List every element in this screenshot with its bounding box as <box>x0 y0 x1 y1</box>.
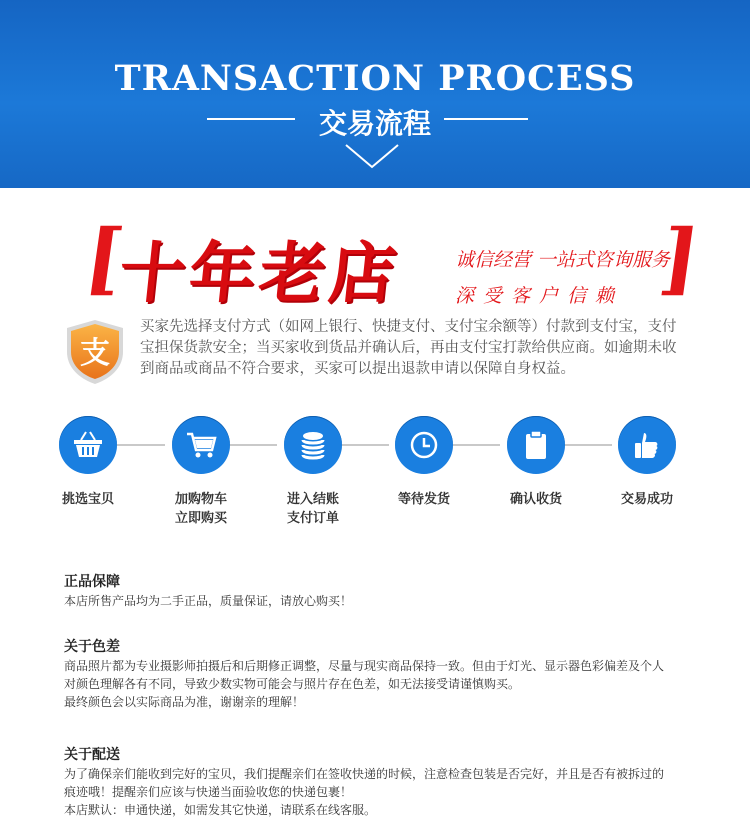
banner-title: TRANSACTION PROCESS <box>114 58 636 99</box>
notice-title: 关于色差 <box>64 639 120 655</box>
step-label: 确认收货 <box>509 492 562 507</box>
step-label: 加购物车 <box>174 492 227 507</box>
step-add-to-cart <box>146 416 256 528</box>
notice-text: 痕迹哦！提醒亲们应该与快递当面验收您的快递包裹！ <box>64 785 353 799</box>
notice-text: 本店默认：申通快递，如需发其它快递，请联系在线客服。 <box>64 803 377 817</box>
clipboard-icon <box>522 429 550 461</box>
step-circle <box>172 416 230 474</box>
step-checkout <box>258 416 368 528</box>
coins-icon <box>297 429 329 461</box>
notice-authentic-guarantee <box>64 572 694 610</box>
step-label-2: 支付订单 <box>286 511 339 526</box>
step-label: 挑选宝贝 <box>61 492 114 507</box>
step-await-shipment <box>369 416 479 509</box>
process-banner <box>0 0 750 188</box>
notice-title: 正品保障 <box>64 574 120 590</box>
chevron-down-icon <box>344 143 400 169</box>
step-transaction-success <box>592 416 702 509</box>
notice-text: 商品照片都为专业摄影师拍摄后和后期修正调整，尽量与现实商品保持一致。但由于灯光、显示器色彩偏差及个人 <box>64 659 665 673</box>
basket-icon <box>72 430 104 460</box>
slogan-main: 十年老店 <box>115 234 404 312</box>
notice-text: 最终颜色会以实际商品为准，谢谢亲的理解！ <box>64 695 305 709</box>
banner-divider-right <box>444 118 528 120</box>
step-circle <box>395 416 453 474</box>
slogan-line-2: 深受客户信赖 <box>455 285 624 307</box>
alipay-description: 买家先选择支付方式（如网上银行、快捷支付、支付宝余额等）付款到支付宝，支付宝担保货款安全；当买家收到货品并确认后，再由支付宝打款给供应商。如逾期未收到商品或商品不符合要求，买家可以提出退款申请以保障自身权益。 <box>140 319 677 377</box>
step-circle <box>507 416 565 474</box>
step-confirm-receipt <box>481 416 591 509</box>
step-circle <box>59 416 117 474</box>
notice-delivery <box>64 745 694 819</box>
step-circle <box>618 416 676 474</box>
cart-icon <box>185 430 217 460</box>
banner-subtitle: 交易流程 <box>318 107 431 140</box>
step-label: 等待发货 <box>397 492 450 507</box>
alipay-shield-icon <box>63 318 127 386</box>
alipay-glyph: 支 <box>80 336 110 371</box>
clock-icon <box>409 430 439 460</box>
slogan-bracket-right: ] <box>654 213 705 304</box>
notice-title: 关于配送 <box>64 747 120 763</box>
thumbs-up-icon <box>631 429 663 461</box>
notice-text: 为了确保亲们能收到完好的宝贝，我们提醒亲们在签收快递的时候，注意检查包装是否完好，并且是否有被拆过的 <box>64 767 665 781</box>
slogan-line-1: 诚信经营 一站式咨询服务 <box>455 249 671 271</box>
step-label-2: 立即购买 <box>174 511 227 526</box>
step-select-item <box>33 416 143 509</box>
slogan-bracket-left: [ <box>79 213 130 304</box>
step-label: 交易成功 <box>620 492 673 507</box>
notice-text: 本店所售产品均为二手正品，质量保证，请放心购买！ <box>64 594 353 608</box>
step-label: 进入结账 <box>286 492 339 507</box>
notice-color-difference <box>64 637 694 711</box>
notice-text: 对颜色理解各有不同，导致少数实物可能会与照片存在色差，如无法接受请谨慎购买。 <box>64 677 521 691</box>
step-circle <box>284 416 342 474</box>
